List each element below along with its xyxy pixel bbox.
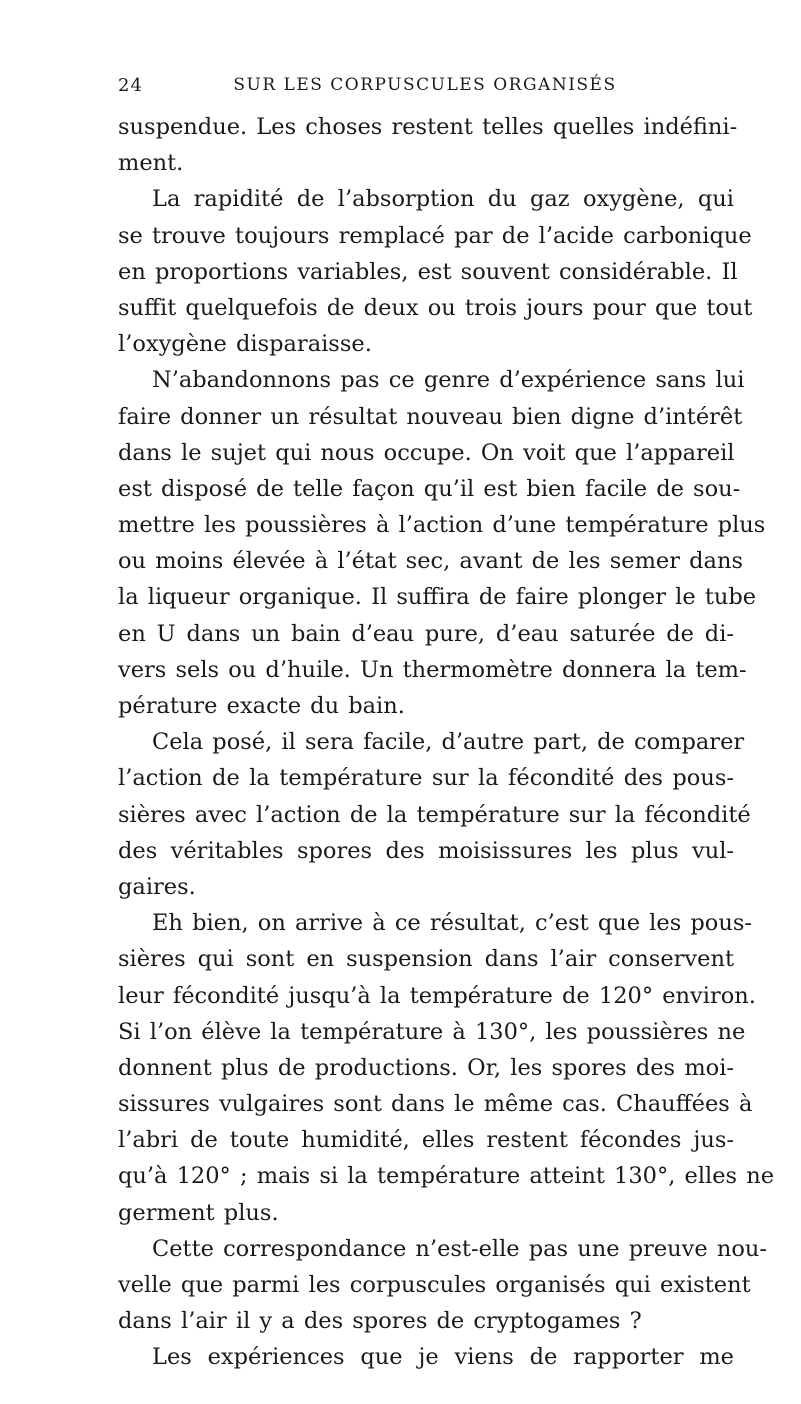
text-line: sières qui sont en suspension dans l’air conservent [118, 946, 734, 973]
text-line: ou moins élevée à l’état sec, avant de les semer dans [118, 548, 744, 575]
text-line: pérature exacte du bain. [118, 693, 405, 719]
text-line: en U dans un bain d’eau pure, d’eau saturée de di- [118, 620, 734, 647]
text-line: germent plus. [118, 1199, 279, 1226]
text-line: sières avec l’action de la température sur la fécondité [118, 801, 751, 828]
text-line: se trouve toujours remplacé par de l’acide carbonique [118, 222, 752, 249]
text-line: l’abri de toute humidité, elles restent fécondes jus- [118, 1127, 734, 1154]
paragraph-first-line: Cette correspondance n’est-elle pas une preuve nou- [152, 1235, 767, 1262]
text-line: la liqueur organique. Il suffira de faire plonger le tube [118, 584, 757, 611]
text-line: vers sels ou d’huile. Un thermomètre donnera la tem- [118, 656, 747, 683]
text-line: suffit quelquefois de deux ou trois jours pour que tout [118, 294, 753, 321]
text-line: ment. [118, 150, 184, 177]
running-title: SUR LES CORPUSCULES ORGANISÉS [233, 75, 617, 95]
text-line: sissures vulgaires sont dans le même cas. Chauffées à [118, 1091, 753, 1118]
text-line: Si l’on élève la température à 130°, les poussières ne [118, 1018, 746, 1045]
paragraph-first-line: Les expériences que je viens de rapporter me [152, 1344, 734, 1371]
text-line: dans le sujet qui nous occupe. On voit que l’appareil [118, 439, 735, 466]
paragraph-first-line: Eh bien, on arrive à ce résultat, c’est que les pous- [152, 910, 752, 937]
paragraph-first-line: Cela posé, il sera facile, d’autre part, de comparer [152, 729, 745, 756]
text-line: dans l’air il y a des spores de cryptogames ? [118, 1308, 642, 1335]
paragraph-first-line: La rapidité de l’absorption du gaz oxygène, qui [152, 186, 734, 213]
running-head [118, 75, 732, 105]
text-line: donnent plus de productions. Or, les spores des moi- [118, 1054, 734, 1081]
text-line: leur fécondité jusqu’à la température de 120° environ. [118, 982, 756, 1009]
text-line: faire donner un résultat nouveau bien digne d’intérêt [118, 403, 743, 430]
text-line: l’oxygène disparaisse. [118, 331, 372, 358]
text-line: gaires. [118, 873, 196, 900]
text-line: mettre les poussières à l’action d’une température plus [118, 512, 766, 539]
text-line: l’action de la température sur la fécondité des pous- [118, 765, 734, 792]
text-line: suspendue. Les choses restent telles quelles indéfini- [118, 114, 738, 140]
paragraph-first-line: N’abandonnons pas ce genre d’expérience sans lui [152, 367, 745, 394]
text-line: qu’à 120° ; mais si la température atteint 130°, elles ne [118, 1163, 775, 1190]
text-line: des véritables spores des moisissures les plus vul- [118, 837, 734, 864]
text-line: est disposé de telle façon qu’il est bien facile de sou- [118, 475, 741, 502]
text-line: en proportions variables, est souvent considérable. Il [118, 258, 738, 285]
text-line: velle que parmi les corpuscules organisés qui existent [118, 1272, 751, 1298]
page-number: 24 [118, 75, 143, 96]
body-text [118, 109, 775, 1376]
